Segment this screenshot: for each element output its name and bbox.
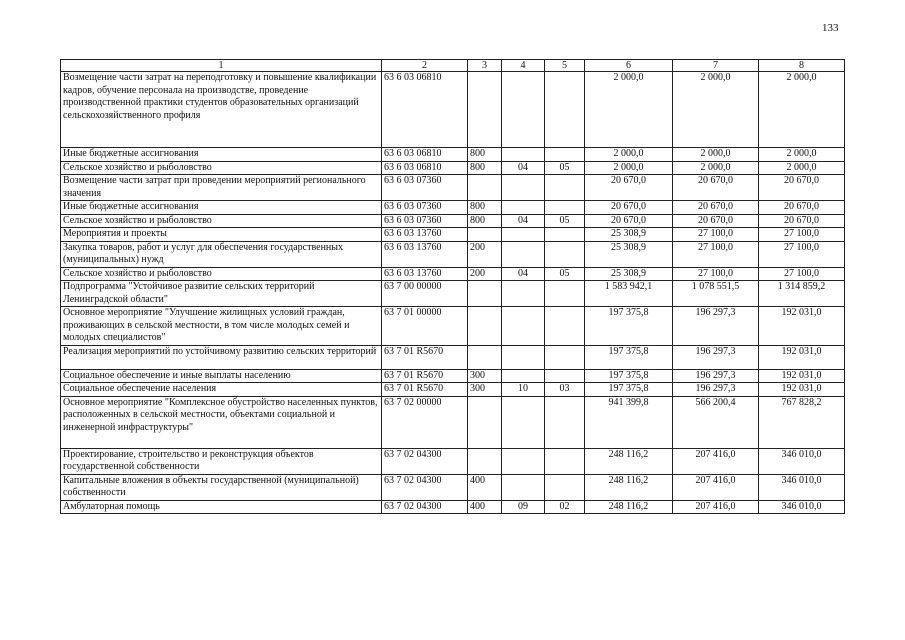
- cell-c3: [468, 345, 502, 369]
- cell-code: 63 7 01 R5670: [382, 383, 468, 397]
- cell-c4: [502, 228, 545, 242]
- column-header: 4: [502, 60, 545, 72]
- cell-name: Амбулаторная помощь: [61, 500, 382, 514]
- cell-name: Возмещение части затрат при проведении мероприятий регионального значения: [61, 175, 382, 201]
- cell-v8: 192 031,0: [759, 345, 845, 369]
- cell-v6: 197 375,8: [585, 369, 673, 383]
- cell-v7: 2 000,0: [673, 72, 759, 148]
- cell-c5: 02: [545, 500, 585, 514]
- cell-code: 63 6 03 13760: [382, 267, 468, 281]
- cell-c4: [502, 281, 545, 307]
- cell-v6: 197 375,8: [585, 345, 673, 369]
- table-row: [61, 345, 845, 369]
- cell-c5: [545, 307, 585, 346]
- table-row: [61, 369, 845, 383]
- cell-v7: 196 297,3: [673, 383, 759, 397]
- cell-c5: [545, 241, 585, 267]
- cell-c5: [545, 148, 585, 162]
- cell-c4: [502, 175, 545, 201]
- cell-v6: 25 308,9: [585, 241, 673, 267]
- column-header: 8: [759, 60, 845, 72]
- cell-c5: 03: [545, 383, 585, 397]
- cell-v8: 27 100,0: [759, 267, 845, 281]
- cell-c4: 04: [502, 214, 545, 228]
- cell-v6: 2 000,0: [585, 161, 673, 175]
- cell-c5: [545, 345, 585, 369]
- cell-v6: 20 670,0: [585, 175, 673, 201]
- cell-code: 63 6 03 07360: [382, 201, 468, 215]
- cell-code: 63 7 00 00000: [382, 281, 468, 307]
- cell-code: 63 7 02 04300: [382, 500, 468, 514]
- cell-v7: 20 670,0: [673, 175, 759, 201]
- cell-name: Возмещение части затрат на переподготовку и повышение квалификации кадров, обучение персонала на производстве, проведение производственной практики студентов образовательных организаций сельскохозяйственного профиля: [61, 72, 382, 148]
- table-row: [61, 214, 845, 228]
- cell-v8: 2 000,0: [759, 72, 845, 148]
- cell-v7: 196 297,3: [673, 345, 759, 369]
- cell-v8: 27 100,0: [759, 228, 845, 242]
- cell-name: Капитальные вложения в объекты государственной (муниципальной) собственности: [61, 474, 382, 500]
- cell-c3: [468, 175, 502, 201]
- cell-c3: [468, 281, 502, 307]
- cell-c3: 400: [468, 500, 502, 514]
- cell-v8: 767 828,2: [759, 396, 845, 448]
- cell-v6: 197 375,8: [585, 383, 673, 397]
- cell-v7: 27 100,0: [673, 267, 759, 281]
- cell-v6: 248 116,2: [585, 500, 673, 514]
- cell-c5: [545, 201, 585, 215]
- cell-c4: 04: [502, 267, 545, 281]
- cell-v6: 25 308,9: [585, 267, 673, 281]
- cell-v8: 2 000,0: [759, 161, 845, 175]
- table-row: [61, 148, 845, 162]
- cell-c3: 800: [468, 148, 502, 162]
- cell-code: 63 6 03 13760: [382, 241, 468, 267]
- table-row: [61, 281, 845, 307]
- cell-v6: 20 670,0: [585, 201, 673, 215]
- table-row: [61, 201, 845, 215]
- cell-c5: [545, 369, 585, 383]
- cell-c3: 400: [468, 474, 502, 500]
- cell-c4: [502, 307, 545, 346]
- cell-code: 63 6 03 06810: [382, 161, 468, 175]
- table-row: [61, 396, 845, 448]
- cell-c3: 200: [468, 267, 502, 281]
- column-header: 1: [61, 60, 382, 72]
- table-row: [61, 228, 845, 242]
- cell-c5: [545, 281, 585, 307]
- cell-v7: 20 670,0: [673, 201, 759, 215]
- cell-c3: 800: [468, 201, 502, 215]
- cell-c4: [502, 474, 545, 500]
- cell-c3: 800: [468, 214, 502, 228]
- cell-c3: [468, 396, 502, 448]
- cell-name: Подпрограмма "Устойчивое развитие сельских территорий Ленинградской области": [61, 281, 382, 307]
- cell-v6: 248 116,2: [585, 474, 673, 500]
- cell-c5: [545, 175, 585, 201]
- cell-name: Сельское хозяйство и рыболовство: [61, 267, 382, 281]
- cell-c5: 05: [545, 214, 585, 228]
- page-number: 133: [822, 22, 839, 34]
- cell-name: Сельское хозяйство и рыболовство: [61, 161, 382, 175]
- cell-name: Мероприятия и проекты: [61, 228, 382, 242]
- cell-code: 63 6 03 06810: [382, 148, 468, 162]
- cell-v7: 2 000,0: [673, 161, 759, 175]
- cell-v8: 2 000,0: [759, 148, 845, 162]
- cell-v8: 346 010,0: [759, 448, 845, 474]
- cell-v6: 25 308,9: [585, 228, 673, 242]
- column-header: 7: [673, 60, 759, 72]
- cell-code: 63 6 03 06810: [382, 72, 468, 148]
- cell-code: 63 7 02 04300: [382, 448, 468, 474]
- cell-c4: [502, 148, 545, 162]
- cell-c4: 09: [502, 500, 545, 514]
- cell-name: Сельское хозяйство и рыболовство: [61, 214, 382, 228]
- cell-name: Проектирование, строительство и реконструкция объектов государственной собственности: [61, 448, 382, 474]
- cell-v8: 346 010,0: [759, 500, 845, 514]
- cell-c3: 300: [468, 383, 502, 397]
- cell-v6: 2 000,0: [585, 72, 673, 148]
- table-row: [61, 72, 845, 148]
- cell-name: Закупка товаров, работ и услуг для обеспечения государственных (муниципальных) нужд: [61, 241, 382, 267]
- cell-v8: 20 670,0: [759, 214, 845, 228]
- cell-name: Основное мероприятие "Улучшение жилищных условий граждан, проживающих в сельской местности, в том числе молодых семей и молодых специалистов": [61, 307, 382, 346]
- table-row: [61, 161, 845, 175]
- cell-c5: [545, 474, 585, 500]
- cell-c5: [545, 228, 585, 242]
- cell-c4: 04: [502, 161, 545, 175]
- cell-c5: [545, 396, 585, 448]
- cell-v8: 27 100,0: [759, 241, 845, 267]
- cell-v8: 192 031,0: [759, 369, 845, 383]
- column-header: 6: [585, 60, 673, 72]
- cell-c5: 05: [545, 161, 585, 175]
- cell-name: Социальное обеспечение населения: [61, 383, 382, 397]
- column-header: 3: [468, 60, 502, 72]
- cell-v6: 941 399,8: [585, 396, 673, 448]
- cell-code: 63 7 01 R5670: [382, 369, 468, 383]
- cell-c3: 800: [468, 161, 502, 175]
- cell-v7: 566 200,4: [673, 396, 759, 448]
- cell-v8: 346 010,0: [759, 474, 845, 500]
- cell-v6: 1 583 942,1: [585, 281, 673, 307]
- table-header-row: [61, 60, 845, 72]
- cell-v6: 248 116,2: [585, 448, 673, 474]
- cell-v7: 20 670,0: [673, 214, 759, 228]
- cell-v7: 207 416,0: [673, 500, 759, 514]
- cell-v7: 196 297,3: [673, 307, 759, 346]
- cell-v8: 20 670,0: [759, 201, 845, 215]
- cell-c5: 05: [545, 267, 585, 281]
- cell-c5: [545, 72, 585, 148]
- cell-v7: 2 000,0: [673, 148, 759, 162]
- table-row: [61, 241, 845, 267]
- cell-v7: 207 416,0: [673, 474, 759, 500]
- cell-c4: [502, 369, 545, 383]
- cell-c4: [502, 72, 545, 148]
- cell-v6: 2 000,0: [585, 148, 673, 162]
- table-row: [61, 448, 845, 474]
- cell-c3: 300: [468, 369, 502, 383]
- cell-v7: 207 416,0: [673, 448, 759, 474]
- cell-v8: 20 670,0: [759, 175, 845, 201]
- cell-c3: 200: [468, 241, 502, 267]
- cell-c3: [468, 307, 502, 346]
- cell-code: 63 7 02 04300: [382, 474, 468, 500]
- cell-name: Социальное обеспечение и иные выплаты населению: [61, 369, 382, 383]
- cell-code: 63 7 01 R5670: [382, 345, 468, 369]
- cell-code: 63 6 03 07360: [382, 214, 468, 228]
- cell-c5: [545, 448, 585, 474]
- cell-name: Иные бюджетные ассигнования: [61, 201, 382, 215]
- cell-v7: 27 100,0: [673, 241, 759, 267]
- cell-c4: [502, 448, 545, 474]
- table-row: [61, 307, 845, 346]
- cell-c3: [468, 228, 502, 242]
- cell-v8: 192 031,0: [759, 383, 845, 397]
- cell-c4: [502, 201, 545, 215]
- cell-c4: [502, 396, 545, 448]
- table-row: [61, 500, 845, 514]
- cell-v7: 1 078 551,5: [673, 281, 759, 307]
- cell-v6: 197 375,8: [585, 307, 673, 346]
- cell-code: 63 6 03 07360: [382, 175, 468, 201]
- table-row: [61, 474, 845, 500]
- cell-c4: [502, 241, 545, 267]
- cell-v7: 196 297,3: [673, 369, 759, 383]
- column-header: 5: [545, 60, 585, 72]
- cell-c4: 10: [502, 383, 545, 397]
- table-row: [61, 267, 845, 281]
- cell-v6: 20 670,0: [585, 214, 673, 228]
- table-row: [61, 383, 845, 397]
- cell-name: Иные бюджетные ассигнования: [61, 148, 382, 162]
- cell-c3: [468, 448, 502, 474]
- cell-code: 63 7 02 00000: [382, 396, 468, 448]
- cell-v7: 27 100,0: [673, 228, 759, 242]
- budget-table: [60, 59, 845, 514]
- table-row: [61, 175, 845, 201]
- cell-c3: [468, 72, 502, 148]
- cell-name: Основное мероприятие "Комплексное обустройство населенных пунктов, расположенных в сельской местности, объектами социальной и инженерной инфраструктуры": [61, 396, 382, 448]
- cell-v8: 192 031,0: [759, 307, 845, 346]
- cell-v8: 1 314 859,2: [759, 281, 845, 307]
- cell-code: 63 6 03 13760: [382, 228, 468, 242]
- cell-c4: [502, 345, 545, 369]
- cell-name: Реализация мероприятий по устойчивому развитию сельских территорий: [61, 345, 382, 369]
- column-header: 2: [382, 60, 468, 72]
- cell-code: 63 7 01 00000: [382, 307, 468, 346]
